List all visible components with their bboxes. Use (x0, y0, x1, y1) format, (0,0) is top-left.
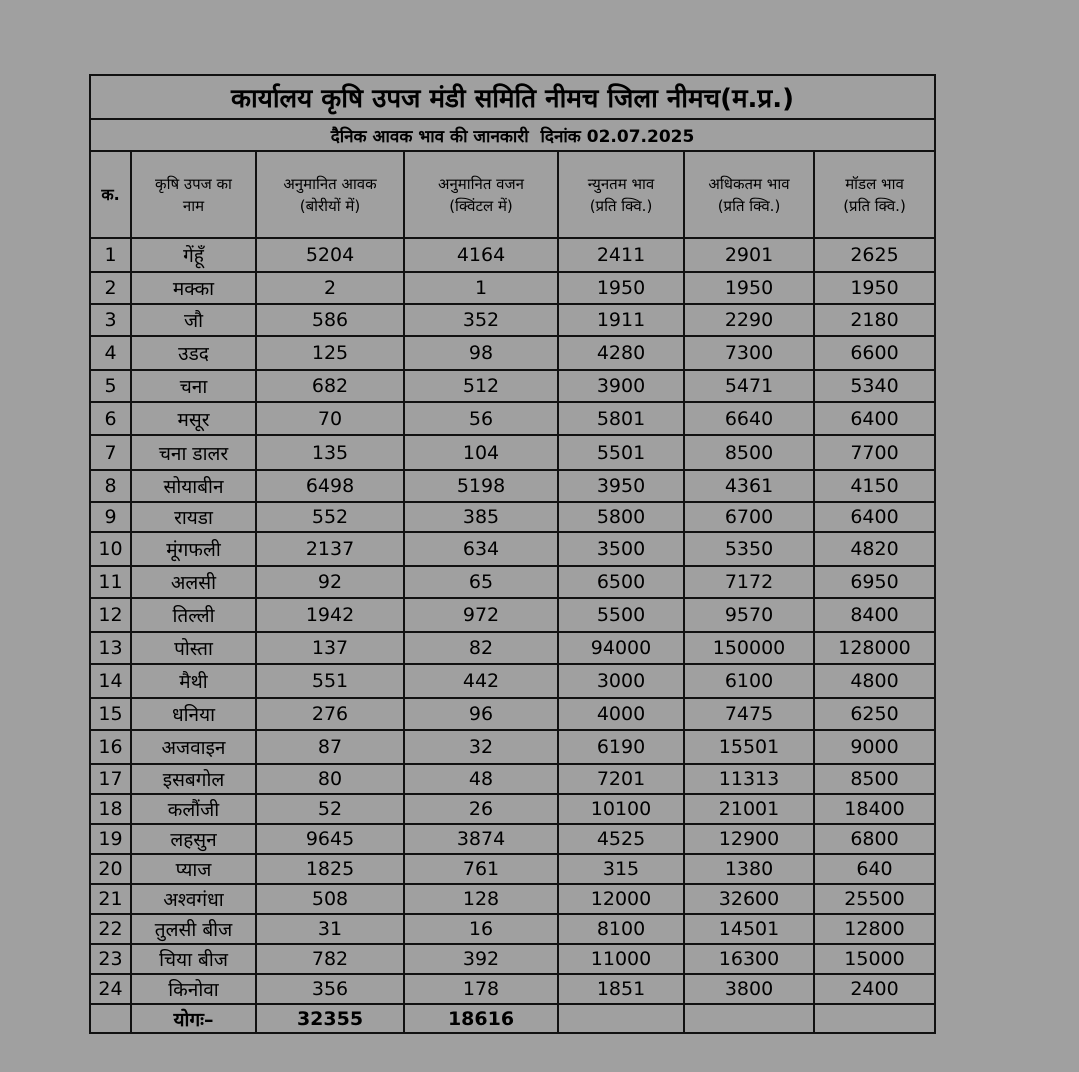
title-row (90, 75, 935, 119)
header-minimum-price (558, 151, 684, 238)
header-estimated-weight (404, 151, 558, 238)
max-price-cell: 9570 (684, 598, 814, 632)
modal-price-cell: 7700 (814, 435, 935, 470)
serial-cell: 13 (90, 632, 131, 664)
max-price-cell: 5471 (684, 370, 814, 402)
max-price-cell: 16300 (684, 944, 814, 974)
crop-name-cell: तिल्ली (131, 598, 256, 632)
serial-cell: 15 (90, 698, 131, 730)
min-price-cell: 315 (558, 854, 684, 884)
report-subtitle-text: दैनिक आवक भाव की जानकारी दिनांक 02.07.2025 (330, 126, 695, 147)
header-arrival-line1: अनुमानित आवक (283, 174, 377, 193)
crop-name-cell: लहसुन (131, 824, 256, 854)
table-row (90, 336, 935, 370)
crop-name-cell: प्याज (131, 854, 256, 884)
min-price-cell: 8100 (558, 914, 684, 944)
arrival-cell: 2137 (256, 532, 404, 566)
min-price-cell: 3000 (558, 664, 684, 698)
weight-cell: 32 (404, 730, 558, 764)
crop-name-cell: पोस्ता (131, 632, 256, 664)
modal-price-cell: 8500 (814, 764, 935, 794)
min-price-cell: 3950 (558, 470, 684, 502)
crop-name-cell: जौ (131, 304, 256, 336)
table-row (90, 914, 935, 944)
header-crop-line2: नाम (182, 196, 205, 215)
table-row (90, 470, 935, 502)
arrival-cell: 137 (256, 632, 404, 664)
table-row (90, 370, 935, 402)
modal-price-cell: 15000 (814, 944, 935, 974)
modal-price-cell: 8400 (814, 598, 935, 632)
max-price-cell: 5350 (684, 532, 814, 566)
weight-cell: 96 (404, 698, 558, 730)
max-price-cell: 6640 (684, 402, 814, 435)
total-weight-cell: 18616 (404, 1004, 558, 1033)
header-arrival-line2: (बोरीयों में) (299, 196, 361, 215)
serial-cell: 7 (90, 435, 131, 470)
modal-price-cell: 6400 (814, 502, 935, 532)
arrival-cell: 551 (256, 664, 404, 698)
total-blank-cell (558, 1004, 684, 1033)
min-price-cell: 4280 (558, 336, 684, 370)
header-modal-price (814, 151, 935, 238)
table-row (90, 854, 935, 884)
weight-cell: 352 (404, 304, 558, 336)
table-row (90, 238, 935, 272)
crop-name-cell: उडद (131, 336, 256, 370)
header-min-line2: (प्रति क्वि.) (589, 196, 653, 215)
price-report-table (89, 74, 936, 1034)
min-price-cell: 2411 (558, 238, 684, 272)
min-price-cell: 10100 (558, 794, 684, 824)
crop-name-cell: चिया बीज (131, 944, 256, 974)
arrival-cell: 70 (256, 402, 404, 435)
crop-name-cell: किनोवा (131, 974, 256, 1004)
header-crop-line1: कृषि उपज का (155, 174, 232, 193)
serial-cell: 16 (90, 730, 131, 764)
arrival-cell: 2 (256, 272, 404, 304)
crop-name-cell: इसबगोल (131, 764, 256, 794)
report-title: कार्यालय कृषि उपज मंडी समिति नीमच जिला नीमच(म.प्र.) (90, 75, 935, 119)
table-row (90, 435, 935, 470)
table-row (90, 502, 935, 532)
weight-cell: 5198 (404, 470, 558, 502)
table-row (90, 824, 935, 854)
serial-cell: 3 (90, 304, 131, 336)
min-price-cell: 1851 (558, 974, 684, 1004)
weight-cell: 385 (404, 502, 558, 532)
min-price-cell: 1911 (558, 304, 684, 336)
arrival-cell: 782 (256, 944, 404, 974)
min-price-cell: 3500 (558, 532, 684, 566)
modal-price-cell: 6800 (814, 824, 935, 854)
min-price-cell: 3900 (558, 370, 684, 402)
crop-name-cell: मैथी (131, 664, 256, 698)
max-price-cell: 32600 (684, 884, 814, 914)
header-weight-line2: (क्विंटल में) (449, 196, 513, 215)
table-row (90, 884, 935, 914)
crop-name-cell: धनिया (131, 698, 256, 730)
max-price-cell: 7172 (684, 566, 814, 598)
serial-cell: 12 (90, 598, 131, 632)
table-row (90, 402, 935, 435)
min-price-cell: 12000 (558, 884, 684, 914)
arrival-cell: 80 (256, 764, 404, 794)
arrival-cell: 87 (256, 730, 404, 764)
modal-price-cell: 9000 (814, 730, 935, 764)
crop-name-cell: चना (131, 370, 256, 402)
max-price-cell: 6100 (684, 664, 814, 698)
total-label-cell: योगः– (131, 1004, 256, 1033)
arrival-cell: 31 (256, 914, 404, 944)
max-price-cell: 3800 (684, 974, 814, 1004)
weight-cell: 26 (404, 794, 558, 824)
weight-cell: 3874 (404, 824, 558, 854)
header-max-line2: (प्रति क्वि.) (717, 196, 781, 215)
weight-cell: 98 (404, 336, 558, 370)
arrival-cell: 1825 (256, 854, 404, 884)
header-modal-line1: मॉडल भाव (845, 174, 904, 193)
modal-price-cell: 12800 (814, 914, 935, 944)
totals-row (90, 1004, 935, 1033)
weight-cell: 128 (404, 884, 558, 914)
min-price-cell: 4000 (558, 698, 684, 730)
crop-name-cell: सोयाबीन (131, 470, 256, 502)
serial-cell: 21 (90, 884, 131, 914)
weight-cell: 442 (404, 664, 558, 698)
weight-cell: 104 (404, 435, 558, 470)
min-price-cell: 6190 (558, 730, 684, 764)
serial-cell: 18 (90, 794, 131, 824)
header-estimated-arrival (256, 151, 404, 238)
report-subtitle (90, 119, 935, 151)
table-row (90, 632, 935, 664)
modal-price-cell: 25500 (814, 884, 935, 914)
serial-cell: 6 (90, 402, 131, 435)
max-price-cell: 8500 (684, 435, 814, 470)
serial-cell: 23 (90, 944, 131, 974)
serial-cell: 10 (90, 532, 131, 566)
min-price-cell: 5500 (558, 598, 684, 632)
min-price-cell: 94000 (558, 632, 684, 664)
modal-price-cell: 2400 (814, 974, 935, 1004)
serial-cell: 4 (90, 336, 131, 370)
crop-name-cell: अलसी (131, 566, 256, 598)
max-price-cell: 2290 (684, 304, 814, 336)
min-price-cell: 7201 (558, 764, 684, 794)
table-row (90, 664, 935, 698)
serial-cell: 14 (90, 664, 131, 698)
table-row (90, 598, 935, 632)
crop-name-cell: रायडा (131, 502, 256, 532)
max-price-cell: 15501 (684, 730, 814, 764)
max-price-cell: 2901 (684, 238, 814, 272)
arrival-cell: 356 (256, 974, 404, 1004)
max-price-cell: 4361 (684, 470, 814, 502)
total-blank-cell (684, 1004, 814, 1033)
arrival-cell: 92 (256, 566, 404, 598)
min-price-cell: 5801 (558, 402, 684, 435)
table-row (90, 974, 935, 1004)
arrival-cell: 135 (256, 435, 404, 470)
header-crop-name (131, 151, 256, 238)
min-price-cell: 5800 (558, 502, 684, 532)
header-weight-line1: अनुमानित वजन (438, 174, 524, 193)
min-price-cell: 1950 (558, 272, 684, 304)
modal-price-cell: 6950 (814, 566, 935, 598)
weight-cell: 16 (404, 914, 558, 944)
min-price-cell: 5501 (558, 435, 684, 470)
weight-cell: 178 (404, 974, 558, 1004)
modal-price-cell: 6400 (814, 402, 935, 435)
arrival-cell: 52 (256, 794, 404, 824)
header-serial-number: क. (90, 151, 131, 238)
arrival-cell: 276 (256, 698, 404, 730)
serial-cell: 20 (90, 854, 131, 884)
modal-price-cell: 640 (814, 854, 935, 884)
crop-name-cell: अजवाइन (131, 730, 256, 764)
crop-name-cell: कलौंजी (131, 794, 256, 824)
weight-cell: 48 (404, 764, 558, 794)
max-price-cell: 1950 (684, 272, 814, 304)
serial-cell: 8 (90, 470, 131, 502)
arrival-cell: 682 (256, 370, 404, 402)
weight-cell: 512 (404, 370, 558, 402)
serial-cell: 11 (90, 566, 131, 598)
header-modal-line2: (प्रति क्वि.) (843, 196, 906, 215)
table-row (90, 272, 935, 304)
max-price-cell: 7300 (684, 336, 814, 370)
table-row (90, 532, 935, 566)
arrival-cell: 508 (256, 884, 404, 914)
weight-cell: 761 (404, 854, 558, 884)
crop-name-cell: मूंगफली (131, 532, 256, 566)
arrival-cell: 9645 (256, 824, 404, 854)
weight-cell: 82 (404, 632, 558, 664)
modal-price-cell: 128000 (814, 632, 935, 664)
max-price-cell: 14501 (684, 914, 814, 944)
serial-cell: 17 (90, 764, 131, 794)
modal-price-cell: 18400 (814, 794, 935, 824)
serial-cell: 9 (90, 502, 131, 532)
table-row (90, 730, 935, 764)
modal-price-cell: 6600 (814, 336, 935, 370)
arrival-cell: 552 (256, 502, 404, 532)
max-price-cell: 1380 (684, 854, 814, 884)
total-arrival-cell: 32355 (256, 1004, 404, 1033)
modal-price-cell: 5340 (814, 370, 935, 402)
weight-cell: 634 (404, 532, 558, 566)
crop-name-cell: गेंहूँ (131, 238, 256, 272)
header-max-line1: अधिकतम भाव (708, 174, 790, 193)
subtitle-row (90, 119, 935, 151)
total-blank-cell (90, 1004, 131, 1033)
max-price-cell: 12900 (684, 824, 814, 854)
table-row (90, 698, 935, 730)
min-price-cell: 4525 (558, 824, 684, 854)
table-row (90, 944, 935, 974)
serial-cell: 19 (90, 824, 131, 854)
max-price-cell: 11313 (684, 764, 814, 794)
weight-cell: 56 (404, 402, 558, 435)
arrival-cell: 5204 (256, 238, 404, 272)
crop-name-cell: मसूर (131, 402, 256, 435)
max-price-cell: 6700 (684, 502, 814, 532)
modal-price-cell: 4800 (814, 664, 935, 698)
max-price-cell: 21001 (684, 794, 814, 824)
table-row (90, 764, 935, 794)
arrival-cell: 6498 (256, 470, 404, 502)
table-row (90, 566, 935, 598)
modal-price-cell: 4150 (814, 470, 935, 502)
table-row (90, 304, 935, 336)
arrival-cell: 125 (256, 336, 404, 370)
crop-name-cell: अश्वगंधा (131, 884, 256, 914)
column-header-row (90, 151, 935, 238)
serial-cell: 1 (90, 238, 131, 272)
arrival-cell: 1942 (256, 598, 404, 632)
serial-cell: 24 (90, 974, 131, 1004)
weight-cell: 972 (404, 598, 558, 632)
min-price-cell: 11000 (558, 944, 684, 974)
weight-cell: 4164 (404, 238, 558, 272)
modal-price-cell: 6250 (814, 698, 935, 730)
weight-cell: 1 (404, 272, 558, 304)
modal-price-cell: 4820 (814, 532, 935, 566)
max-price-cell: 150000 (684, 632, 814, 664)
serial-cell: 2 (90, 272, 131, 304)
modal-price-cell: 2625 (814, 238, 935, 272)
serial-cell: 22 (90, 914, 131, 944)
weight-cell: 392 (404, 944, 558, 974)
total-blank-cell (814, 1004, 935, 1033)
crop-name-cell: चना डालर (131, 435, 256, 470)
modal-price-cell: 2180 (814, 304, 935, 336)
max-price-cell: 7475 (684, 698, 814, 730)
min-price-cell: 6500 (558, 566, 684, 598)
weight-cell: 65 (404, 566, 558, 598)
crop-name-cell: तुलसी बीज (131, 914, 256, 944)
table-row (90, 794, 935, 824)
serial-cell: 5 (90, 370, 131, 402)
modal-price-cell: 1950 (814, 272, 935, 304)
header-min-line1: न्युनतम भाव (587, 174, 655, 193)
arrival-cell: 586 (256, 304, 404, 336)
crop-name-cell: मक्का (131, 272, 256, 304)
header-maximum-price (684, 151, 814, 238)
